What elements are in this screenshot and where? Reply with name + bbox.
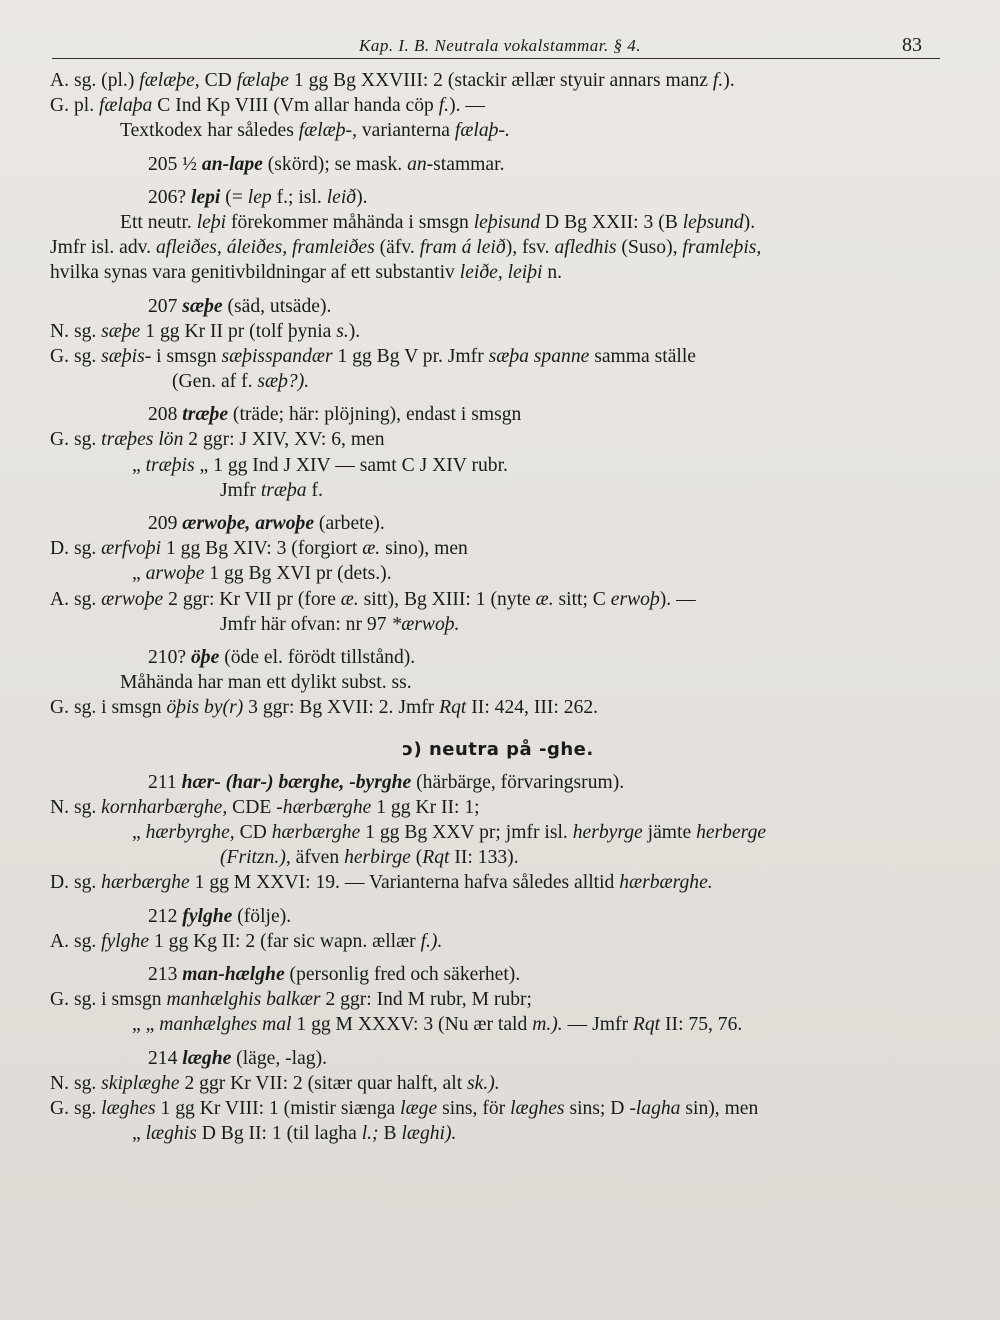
text-line: A. sg. fylghe 1 gg Kg II: 2 (far sic wapn. ællær f.). (50, 930, 443, 952)
text-line: Jmfr här ofvan: nr 97 *ærwoþ. (220, 613, 460, 635)
text-line: „ hærbyrghe, CD hærbærghe 1 gg Bg XXV pr; jmfr isl. herbyrge jämte herberge (132, 822, 767, 844)
text-line: (Gen. af f. sæþ?). (172, 371, 310, 393)
entry-heading: 213 man-hælghe (personlig fred och säkerhet). (148, 964, 521, 985)
entry-heading: 207 sæþe (säd, utsäde). (148, 295, 332, 317)
text-line: N. sg. kornharbærghe, CDE -hærbærghe 1 gg Kr II: 1; (50, 796, 480, 818)
entry-heading: 206? lepi (= lep f.; isl. leið). (148, 186, 368, 208)
text-line: „ træþis „ 1 gg Ind J XIV — samt C J XIV rubr. (132, 454, 508, 476)
text-line: G. sg. træþes lön 2 ggr: J XIV, XV: 6, men (50, 429, 385, 451)
text-line: G. pl. fælaþa C Ind Kp VIII (Vm allar handa cöp f.). — (50, 95, 485, 117)
text-line: (Fritzn.), äfven herbirge (Rqt II: 133). (220, 847, 519, 869)
text-line: hvilka synas vara genitivbildningar af ett substantiv leiðe, leiþi n. (50, 262, 563, 284)
entry-heading: 212 fylghe (följe). (148, 905, 292, 927)
page-body (50, 68, 946, 1146)
section-heading: ɔ) neutra på -ghe. (402, 738, 594, 760)
entry-heading: 209 ærwoþe, arwoþe (arbete). (148, 513, 385, 534)
entry-heading: 205 ½ an-lape (skörd); se mask. an-stammar. (148, 153, 505, 175)
text-line: G. sg. læghes 1 gg Kr VIII: 1 (mistir siænga læge sins, för læghes sins; D -lagha sin), men (50, 1097, 759, 1119)
page-number: 83 (902, 34, 922, 56)
entry-heading: 210? öþe (öde el. förödt tillstånd). (148, 646, 416, 668)
entry-heading: 214 læghe (läge, -lag). (148, 1047, 328, 1069)
text-line: Textkodex har således fælæþ-, varianterna fælaþ-. (120, 120, 510, 142)
header-rule (52, 58, 940, 59)
text-line: A. sg. (pl.) fælæþe, CD fælaþe 1 gg Bg XXVIII: 2 (stackir ællær styuir annars manz f.). (50, 70, 735, 91)
entry-heading: 208 træþe (träde; här: plöjning), endast i smsgn (148, 404, 522, 426)
text-line: „ læghis D Bg II: 1 (til lagha l.; B læghi). (132, 1123, 457, 1145)
text-line: Måhända har man ett dylikt subst. ss. (120, 672, 412, 694)
running-title: Kap. I. B. Neutrala vokalstammar. § 4. (358, 36, 642, 55)
text-line: „ „ manhælghes mal 1 gg M XXXV: 3 (Nu ær tald m.). — Jmfr Rqt II: 75, 76. (132, 1014, 743, 1036)
text-line: G. sg. sæþis- i smsgn sæþisspandær 1 gg Bg V pr. Jmfr sæþa spanne samma ställe (50, 345, 696, 367)
text-line: A. sg. ærwoþe 2 ggr: Kr VII pr (fore æ. sitt), Bg XIII: 1 (nyte æ. sitt; C erwoþ). — (50, 588, 696, 610)
text-line: N. sg. skiplæghe 2 ggr Kr VII: 2 (sitær quar halft, alt sk.). (50, 1072, 500, 1094)
text-line: „ arwoþe 1 gg Bg XVI pr (dets.). (132, 563, 392, 585)
text-line: G. sg. i smsgn manhælghis balkær 2 ggr: Ind M rubr, M rubr; (50, 989, 533, 1011)
entry-heading: 211 hær- (har-) bærghe, -byrghe (härbärge, förvaringsrum). (148, 771, 625, 793)
text-line: Jmfr træþa f. (220, 479, 323, 501)
text-line: Ett neutr. leþi förekommer måhända i smsgn leþisund D Bg XXII: 3 (B leþsund). (120, 211, 756, 233)
text-line: N. sg. sæþe 1 gg Kr II pr (tolf þynia s.). (50, 320, 361, 342)
text-line: Jmfr isl. adv. afleiðes, áleiðes, framleiðes (äfv. fram á leið), fsv. afledhis (Suso), framleþis, (50, 237, 762, 259)
text-line: D. sg. ærfvoþi 1 gg Bg XIV: 3 (forgiort æ. sino), men (50, 538, 468, 560)
text-line: D. sg. hærbærghe 1 gg M XXVI: 19. — Varianterna hafva således alltid hærbærghe. (50, 872, 713, 894)
text-line: G. sg. i smsgn öþis by(r) 3 ggr: Bg XVII: 2. Jmfr Rqt II: 424, III: 262. (50, 697, 599, 719)
